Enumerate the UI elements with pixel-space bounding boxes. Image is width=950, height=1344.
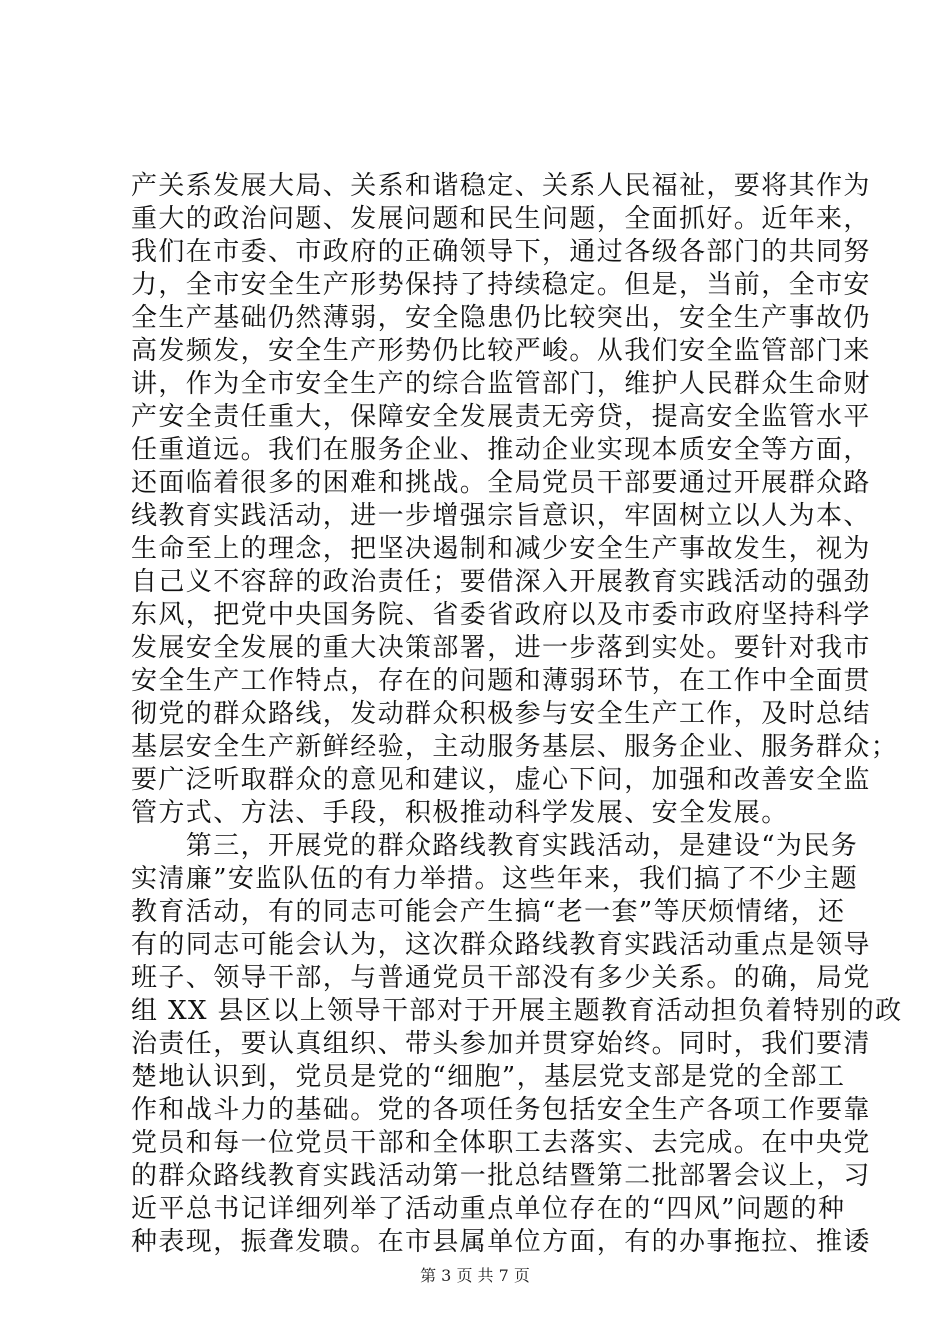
text-line: 产关系发展大局、关系和谐稳定、关系人民福祉，要将其作为 [131, 171, 871, 201]
text-line: 要广泛听取群众的意见和建议，虚心下问，加强和改善安全监 [131, 765, 871, 795]
text-line: 班子、领导干部，与普通党员干部没有多少关系。的确，局党 [131, 963, 871, 993]
text-line: 种表现，振聋发聩。在市县属单位方面，有的办事拖拉、推诿 [131, 1227, 871, 1257]
text-line: 楚地认识到，党员是党的“细胞”，基层党支部是党的全部工 [131, 1062, 846, 1092]
text-line: 管方式、方法、手段，积极推动科学发展、安全发展。 [131, 798, 789, 828]
text-line: 产安全责任重大，保障安全发展责无旁贷，提高安全监管水平 [131, 402, 871, 432]
text-line: 第三，开展党的群众路线教育实践活动，是建设“为民务 [131, 831, 859, 861]
page-number-label: 第 3 页 共 7 页 [420, 1266, 530, 1285]
text-line: 东风，把党中央国务院、省委省政府以及市委市政府坚持科学 [131, 600, 871, 630]
text-line: 彻党的群众路线，发动群众积极参与安全生产工作，及时总结 [131, 699, 871, 729]
text-line: 的群众路线教育实践活动第一批总结暨第二批部署会议上，习 [131, 1161, 871, 1191]
text-line: 重大的政治问题、发展问题和民生问题，全面抓好。近年来， [131, 204, 871, 234]
text-line: 我们在市委、市政府的正确领导下，通过各级各部门的共同努 [131, 237, 871, 267]
text-line: 还面临着很多的困难和挑战。全局党员干部要通过开展群众路 [131, 468, 871, 498]
text-line: 有的同志可能会认为，这次群众路线教育实践活动重点是领导 [131, 930, 871, 960]
body-text [131, 170, 903, 1259]
text-line: 治责任，要认真组织、带头参加并贯穿始终。同时，我们要清 [131, 1029, 871, 1059]
text-line: 发展安全发展的重大决策部署，进一步落到实处。要针对我市 [131, 633, 871, 663]
page-footer [0, 1263, 950, 1286]
text-line: 力，全市安全生产形势保持了持续稳定。但是，当前，全市安 [131, 270, 871, 300]
text-line: 基层安全生产新鲜经验，主动服务基层、服务企业、服务群众； [131, 732, 899, 762]
text-line: 线教育实践活动，进一步增强宗旨意识，牢固树立以人为本、 [131, 501, 871, 531]
text-line: 讲，作为全市安全生产的综合监管部门，维护人民群众生命财 [131, 369, 871, 399]
text-line: 作和战斗力的基础。党的各项任务包括安全生产各项工作要靠 [131, 1095, 871, 1125]
text-line: 实清廉”安监队伍的有力举措。这些年来，我们搞了不少主题 [131, 864, 859, 894]
text-line: 任重道远。我们在服务企业、推动企业实现本质安全等方面， [131, 435, 871, 465]
text-line: 安全生产工作特点，存在的问题和薄弱环节，在工作中全面贯 [131, 666, 871, 696]
text-line: 高发频发，安全生产形势仍比较严峻。从我们安全监管部门来 [131, 336, 871, 366]
text-line: 近平总书记详细列举了活动重点单位存在的“四风”问题的种 [131, 1194, 846, 1224]
text-line: 党员和每一位党员干部和全体职工去落实、去完成。在中央党 [131, 1128, 871, 1158]
text-line: 生命至上的理念，把坚决遏制和减少安全生产事故发生，视为 [131, 534, 871, 564]
text-line: 全生产基础仍然薄弱，安全隐患仍比较突出，安全生产事故仍 [131, 303, 871, 333]
text-line: 自己义不容辞的政治责任；要借深入开展教育实践活动的强劲 [131, 567, 871, 597]
text-line: 教育活动，有的同志可能会产生搞“老一套”等厌烦情绪，还 [131, 897, 846, 927]
text-line: 组 XX 县区以上领导干部对于开展主题教育活动担负着特别的政 [131, 996, 903, 1026]
